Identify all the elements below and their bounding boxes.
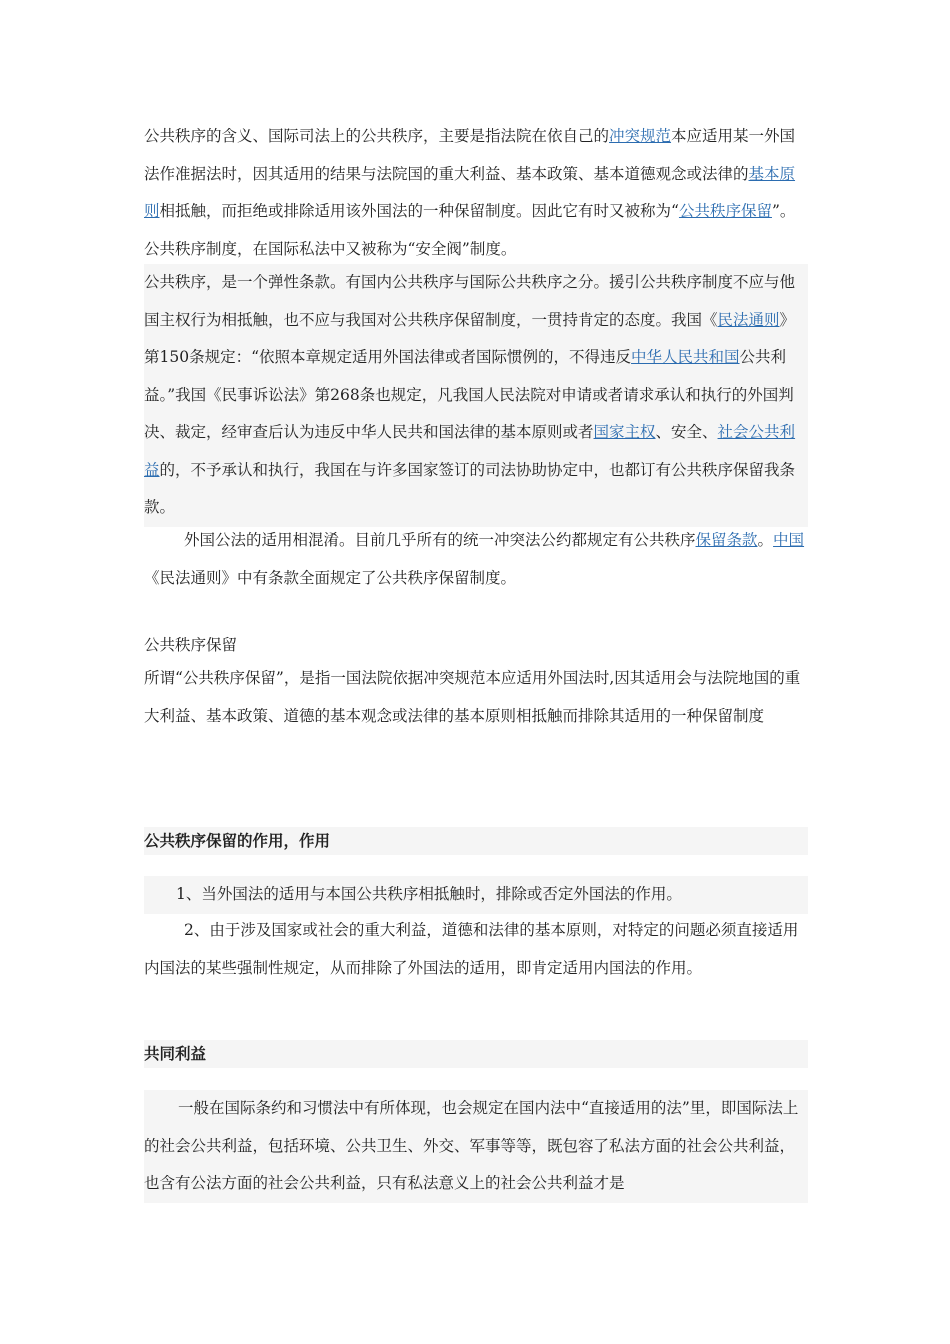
text: 相抵触，而拒绝或排除适用该外国法的一种保留制度。因此它有时又被称为“ [159, 202, 679, 220]
text: 外国公法的适用相混淆。目前几乎所有的统一冲突法公约都规定有公共秩序 [184, 531, 696, 549]
link-general-principles-civil-law[interactable]: 民法通则 [717, 310, 780, 329]
text: 本应适用某一外国法作准据法时，因其适用的结果与法院国的重大利益、基本政策、基本道德观念或法律的 [144, 127, 796, 183]
text: ”。公共秩序制度，在国际私法中又被称为“安全阀”制度。 [144, 202, 796, 258]
paragraph-public-order-definition [144, 118, 808, 268]
link-public-order-reservation[interactable]: 公共秩序保留 [678, 202, 772, 220]
link-basic-principles[interactable]: 基本原则 [144, 164, 796, 220]
section-body-public-order-reservation: 所谓“公共秩序保留”，是指一国法院依据冲突规范本应适用外国法时,因其适用会与法院地国的重大利益、基本政策、道德的基本观念或法律的基本原则相抵触而排除其适用的一种保留制度 [144, 669, 801, 725]
text: 公共秩序的含义、国际司法上的公共秩序，主要是指法院在依自己的 [144, 127, 610, 145]
link-national-sovereignty[interactable]: 国家主权 [593, 423, 656, 441]
text: 《民法通则》中有条款全面规定了公共秩序保留制度。 [144, 568, 517, 587]
link-china[interactable]: 中国 [773, 531, 805, 549]
section-heading-function: 公共秩序保留的作用，作用 [144, 827, 808, 855]
text: 、安全、 [655, 423, 718, 441]
text: 》第150条规定：“依照本章规定适用外国法律或者国际惯例的，不得违反 [144, 310, 796, 366]
link-prc[interactable]: 中华人民共和国 [631, 348, 740, 366]
link-reservation-clause[interactable]: 保留条款 [695, 531, 758, 549]
text: 的，不予承认和执行，我国在与许多国家签订的司法协助协定中，也都订有公共秩序保留我条款。 [144, 460, 796, 516]
function-item-1: 1、当外国法的适用与本国公共秩序相抵触时，排除或否定外国法的作用。 [144, 876, 808, 914]
section-title-public-order-reservation: 公共秩序保留 [144, 636, 238, 654]
paragraph-elastic-clause [144, 264, 808, 527]
function-item-2: 2、由于涉及国家或社会的重大利益，道德和法律的基本原则，对特定的问题必须直接适用内国法的某些强制性规定，从而排除了外国法的适用，即肯定适用内国法的作用。 [144, 921, 799, 977]
paragraph-public-law [144, 522, 808, 597]
text: 公共利益。”我国《民事诉讼法》第268条也规定，凡我国人民法院对申请或者请求承认和执行的外国判决、裁定，经审查后认为违反中华人民共和国法律的基本原则或者 [144, 348, 794, 441]
section-body-common-interest: 一般在国际条约和习惯法中有所体现，也会规定在国内法中“直接适用的法”里，即国际法上的社会公共利益，包括环境、公共卫生、外交、军事等等，既包容了私法方面的社会公共利益，也含有公法方面的社会公共利益，只有私法意义上的社会公共利益才是 [144, 1090, 808, 1203]
text: 。 [757, 531, 774, 549]
link-conflict-rules[interactable]: 冲突规范 [609, 127, 672, 145]
text: 公共秩序，是一个弹性条款。有国内公共秩序与国际公共秩序之分。援引公共秩序制度不应与他国主权行为相抵触，也不应与我国对公共秩序保留制度，一贯持肯定的态度。我国《 [144, 273, 796, 329]
section-heading-common-interest: 共同利益 [144, 1040, 808, 1068]
link-social-public-interest[interactable]: 社会公共利益 [144, 423, 796, 479]
